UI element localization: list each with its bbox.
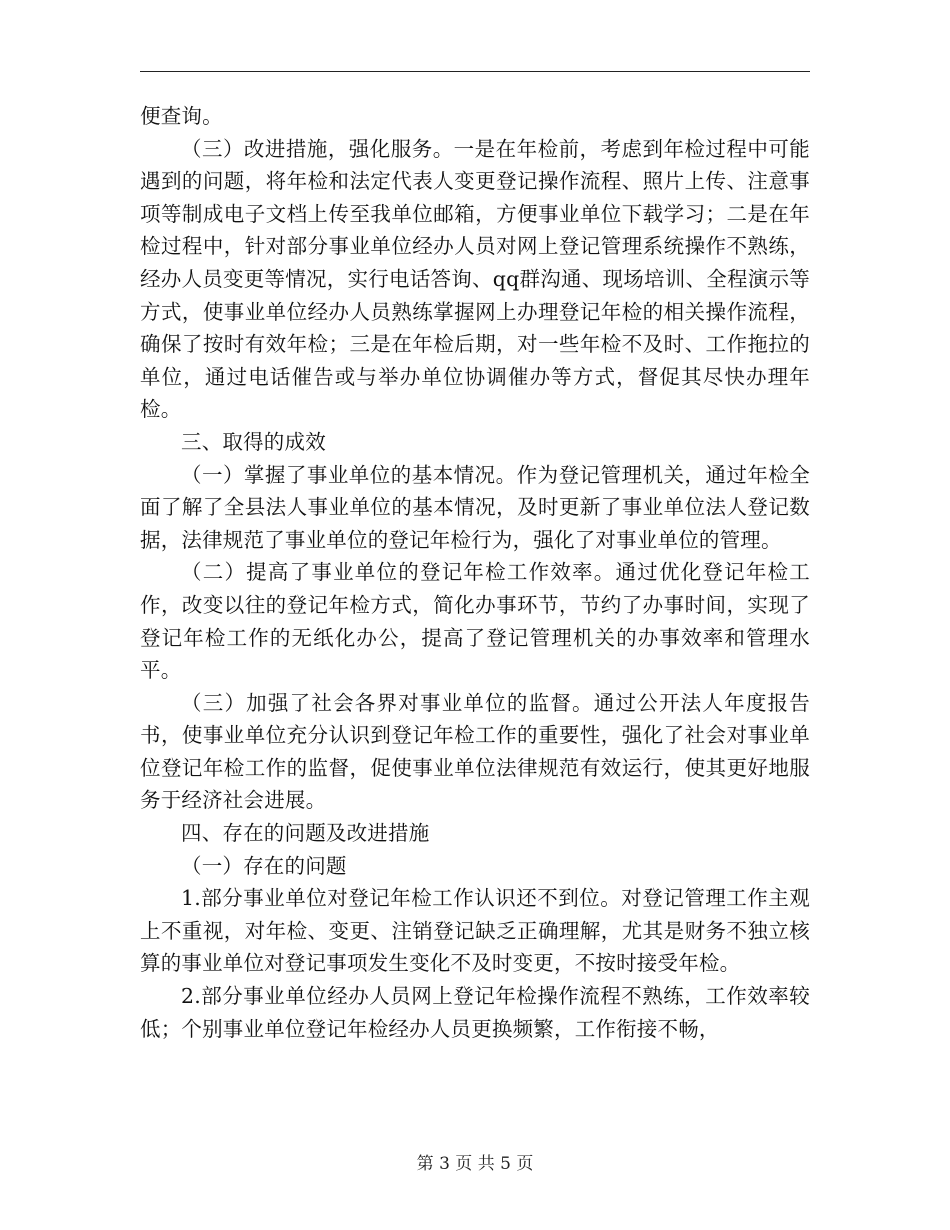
paragraph: 1.部分事业单位对登记年检工作认识还不到位。对登记管理工作主观上不重视，对年检、变更、注销登记缺乏正确理解，尤其是财务不独立核算的事业单位对登记事项发生变化不及时变更，不按时接受年检。 xyxy=(140,886,810,976)
section-heading: 三、取得的成效 xyxy=(181,429,326,454)
document-body xyxy=(140,100,810,1045)
section-heading: 四、存在的问题及改进措施 xyxy=(181,821,430,846)
paragraph: （三）加强了社会各界对事业单位的监督。通过公开法人年度报告书，使事业单位充分认识到登记年检工作的重要性，强化了社会对事业单位登记年检工作的监督，促使事业单位法律规范有效运行，使其更好地服务于经济社会进展。 xyxy=(140,690,810,813)
header-rule xyxy=(140,71,810,72)
subsection-heading: （一）存在的问题 xyxy=(181,853,347,878)
paragraph: （三）改进措施，强化服务。一是在年检前，考虑到年检过程中可能遇到的问题，将年检和法定代表人变更登记操作流程、照片上传、注意事项等制成电子文档上传至我单位邮箱，方便事业单位下载学习；二是在年检过程中，针对部分事业单位经办人员对网上登记管理系统操作不熟练，经办人员变更等情况，实行电话答询、qq群沟通、现场培训、全程演示等方式，使事业单位经办人员熟练掌握网上办理登记年检的相关操作流程，确保了按时有效年检；三是在年检后期，对一些年检不及时、工作拖拉的单位，通过电话催告或与举办单位协调催办等方式，督促其尽快办理年检。 xyxy=(140,136,810,422)
paragraph: 2.部分事业单位经办人员网上登记年检操作流程不熟练，工作效率较低；个别事业单位登记年检经办人员更换频繁，工作衔接不畅， xyxy=(140,984,810,1041)
paragraph: （二）提高了事业单位的登记年检工作效率。通过优化登记年检工作，改变以往的登记年检方式，简化办事环节，节约了办事时间，实现了登记年检工作的无纸化办公，提高了登记管理机关的办事效率和管理水平。 xyxy=(140,560,810,683)
paragraph: （一）掌握了事业单位的基本情况。作为登记管理机关，通过年检全面了解了全县法人事业单位的基本情况，及时更新了事业单位法人登记数据，法律规范了事业单位的登记年检行为，强化了对事业单位的管理。 xyxy=(140,462,810,552)
page-number: 第 3 页 共 5 页 xyxy=(416,1154,534,1174)
paragraph: 便查询。 xyxy=(140,104,223,128)
